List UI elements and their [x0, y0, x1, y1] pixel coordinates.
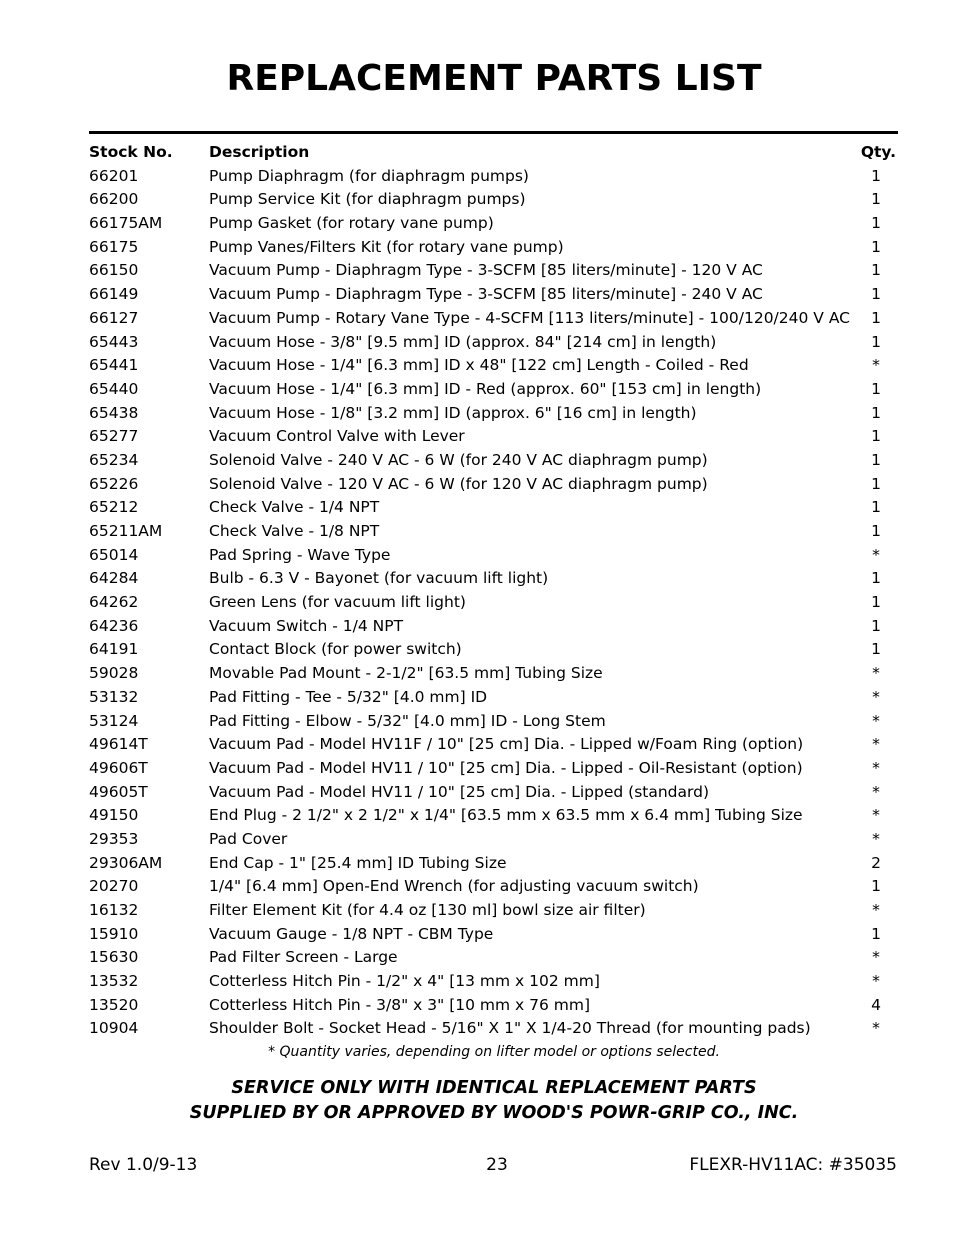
stock-no-cell: 49605T: [89, 782, 148, 801]
description-cell: End Cap - 1" [25.4 mm] ID Tubing Size: [209, 853, 507, 872]
table-row: [89, 733, 898, 757]
table-row: [89, 331, 898, 355]
qty-cell: 1: [871, 379, 881, 398]
table-row: [89, 354, 898, 378]
description-cell: Vacuum Pad - Model HV11 / 10" [25 cm] Dia. - Lipped - Oil-Resistant (option): [209, 758, 803, 777]
table-row: [89, 567, 898, 591]
stock-no-cell: 66175: [89, 237, 139, 256]
stock-no-cell: 20270: [89, 877, 139, 896]
qty-cell: 1: [871, 640, 881, 659]
stock-no-cell: 66175AM: [89, 214, 163, 233]
description-cell: Pad Cover: [209, 829, 288, 848]
table-row: [89, 402, 898, 426]
table-row: [89, 899, 898, 923]
stock-no-cell: 66150: [89, 261, 139, 280]
table-row: [89, 544, 898, 568]
header-description: Description: [209, 143, 310, 161]
table-row: [89, 923, 898, 947]
description-cell: Cotterless Hitch Pin - 3/8" x 3" [10 mm x 76 mm]: [209, 995, 591, 1014]
description-cell: Pad Filter Screen - Large: [209, 948, 398, 967]
qty-cell: 1: [871, 569, 881, 588]
description-cell: Pad Fitting - Elbow - 5/32" [4.0 mm] ID - Long Stem: [209, 711, 606, 730]
stock-no-cell: 49614T: [89, 735, 148, 754]
table-body: [89, 165, 898, 1041]
table-row: [89, 307, 898, 331]
description-cell: Pump Vanes/Filters Kit (for rotary vane pump): [209, 237, 564, 256]
table-row: [89, 259, 898, 283]
qty-cell: *: [872, 735, 880, 754]
qty-cell: 1: [871, 427, 881, 446]
service-notice-line-2: SUPPLIED BY OR APPROVED BY WOOD'S POWR-GRIP CO., INC.: [189, 1103, 799, 1123]
stock-no-cell: 65211AM: [89, 522, 163, 540]
description-cell: Check Valve - 1/4 NPT: [209, 498, 380, 517]
table-row: [89, 804, 898, 828]
qty-cell: *: [872, 901, 880, 919]
stock-no-cell: 10904: [89, 1019, 139, 1038]
stock-no-cell: 65443: [89, 332, 139, 351]
table-row: [89, 283, 898, 307]
qty-cell: 4: [871, 995, 881, 1014]
stock-no-cell: 49150: [89, 806, 139, 825]
service-notice-line-1: SERVICE ONLY WITH IDENTICAL REPLACEMENT PARTS: [231, 1078, 757, 1098]
qty-cell: 1: [871, 522, 881, 540]
qty-cell: *: [872, 806, 880, 825]
qty-cell: 1: [871, 474, 881, 493]
description-cell: Cotterless Hitch Pin - 1/2" x 4" [13 mm x 102 mm]: [209, 972, 600, 991]
header-stock-no: Stock No.: [89, 143, 173, 161]
description-cell: Vacuum Switch - 1/4 NPT: [209, 616, 404, 635]
stock-no-cell: 64284: [89, 569, 139, 588]
table-row: [89, 165, 898, 189]
description-cell: Vacuum Pad - Model HV11 / 10" [25 cm] Dia. - Lipped (standard): [209, 782, 710, 801]
description-cell: Movable Pad Mount - 2-1/2" [63.5 mm] Tubing Size: [209, 664, 603, 683]
stock-no-cell: 64191: [89, 640, 139, 659]
qty-cell: 1: [871, 285, 881, 304]
table-row: [89, 828, 898, 852]
description-cell: 1/4" [6.4 mm] Open-End Wrench (for adjusting vacuum switch): [209, 877, 699, 896]
qty-cell: 1: [871, 190, 881, 209]
description-cell: Pump Diaphragm (for diaphragm pumps): [209, 166, 529, 185]
stock-no-cell: 64262: [89, 593, 139, 612]
stock-no-cell: 29306AM: [89, 853, 163, 872]
qty-cell: 1: [871, 924, 881, 943]
description-cell: Pump Service Kit (for diaphragm pumps): [209, 190, 526, 209]
qty-cell: *: [872, 829, 880, 848]
description-cell: Vacuum Hose - 1/4" [6.3 mm] ID - Red (approx. 60" [153 cm] in length): [209, 379, 762, 398]
stock-no-cell: 59028: [89, 664, 139, 683]
description-cell: Solenoid Valve - 240 V AC - 6 W (for 240 V AC diaphragm pump): [209, 450, 708, 469]
quantity-footnote: * Quantity varies, depending on lifter model or options selected.: [268, 1044, 720, 1060]
stock-no-cell: 16132: [89, 901, 139, 919]
description-cell: Contact Block (for power switch): [209, 640, 462, 659]
stock-no-cell: 65226: [89, 474, 139, 493]
stock-no-cell: 65212: [89, 498, 139, 517]
qty-cell: 1: [871, 214, 881, 233]
stock-no-cell: 64236: [89, 616, 139, 635]
qty-cell: 1: [871, 616, 881, 635]
qty-cell: 1: [871, 498, 881, 517]
qty-cell: 1: [871, 450, 881, 469]
description-cell: Bulb - 6.3 V - Bayonet (for vacuum lift light): [209, 569, 549, 588]
description-cell: Shoulder Bolt - Socket Head - 5/16" X 1" X 1/4-20 Thread (for mounting pads): [209, 1019, 811, 1038]
table-row: [89, 662, 898, 686]
table-row: [89, 473, 898, 497]
qty-cell: *: [872, 1019, 880, 1038]
description-cell: Vacuum Hose - 1/8" [3.2 mm] ID (approx. 6" [16 cm] in length): [209, 403, 697, 422]
qty-cell: *: [872, 948, 880, 967]
qty-cell: 2: [871, 853, 881, 872]
description-cell: Vacuum Control Valve with Lever: [209, 427, 465, 446]
table-row: [89, 970, 898, 994]
table-row: [89, 875, 898, 899]
table-row: [89, 425, 898, 449]
stock-no-cell: 15910: [89, 924, 139, 943]
qty-cell: 1: [871, 261, 881, 280]
stock-no-cell: 65234: [89, 450, 139, 469]
table-row: [89, 496, 898, 520]
page-title: REPLACEMENT PARTS LIST: [226, 58, 762, 99]
qty-cell: *: [872, 711, 880, 730]
description-cell: Pad Fitting - Tee - 5/32" [4.0 mm] ID: [209, 687, 488, 706]
qty-cell: 1: [871, 332, 881, 351]
description-cell: Vacuum Pump - Diaphragm Type - 3-SCFM [85 liters/minute] - 120 V AC: [209, 261, 763, 280]
table-row: [89, 378, 898, 402]
qty-cell: 1: [871, 593, 881, 612]
footer-page-number: 23: [486, 1155, 508, 1175]
title-rule: [89, 131, 898, 134]
stock-no-cell: 29353: [89, 829, 139, 848]
table-row: [89, 591, 898, 615]
stock-no-cell: 66149: [89, 285, 139, 304]
description-cell: Vacuum Hose - 1/4" [6.3 mm] ID x 48" [122 cm] Length - Coiled - Red: [209, 356, 749, 375]
table-row: [89, 781, 898, 805]
header-qty: Qty.: [860, 143, 896, 161]
description-cell: Pad Spring - Wave Type: [209, 545, 391, 564]
description-cell: Vacuum Pump - Diaphragm Type - 3-SCFM [85 liters/minute] - 240 V AC: [209, 285, 763, 304]
stock-no-cell: 65441: [89, 356, 139, 375]
parts-table: [89, 141, 898, 1041]
table-row: [89, 994, 898, 1018]
stock-no-cell: 53132: [89, 687, 139, 706]
stock-no-cell: 49606T: [89, 758, 148, 777]
stock-no-cell: 13520: [89, 995, 139, 1014]
description-cell: Pump Gasket (for rotary vane pump): [209, 214, 494, 233]
description-cell: Filter Element Kit (for 4.4 oz [130 ml] bowl size air filter): [209, 901, 646, 919]
qty-cell: *: [872, 758, 880, 777]
qty-cell: *: [872, 664, 880, 683]
table-row: [89, 212, 898, 236]
table-row: [89, 188, 898, 212]
qty-cell: *: [872, 356, 880, 375]
stock-no-cell: 65438: [89, 403, 139, 422]
description-cell: Green Lens (for vacuum lift light): [209, 593, 466, 612]
table-row: [89, 520, 898, 544]
description-cell: Vacuum Pad - Model HV11F / 10" [25 cm] Dia. - Lipped w/Foam Ring (option): [209, 735, 804, 754]
qty-cell: 1: [871, 403, 881, 422]
description-cell: Solenoid Valve - 120 V AC - 6 W (for 120 V AC diaphragm pump): [209, 474, 708, 493]
description-cell: Check Valve - 1/8 NPT: [209, 522, 380, 540]
table-row: [89, 757, 898, 781]
table-row: [89, 852, 898, 876]
qty-cell: 1: [871, 237, 881, 256]
table-header: [89, 141, 898, 165]
qty-cell: *: [872, 782, 880, 801]
stock-no-cell: 15630: [89, 948, 139, 967]
description-cell: Vacuum Gauge - 1/8 NPT - CBM Type: [209, 924, 494, 943]
table-row: [89, 1017, 898, 1041]
stock-no-cell: 66127: [89, 308, 139, 327]
stock-no-cell: 53124: [89, 711, 139, 730]
footer-revision: Rev 1.0/9-13: [89, 1155, 198, 1175]
table-row: [89, 686, 898, 710]
qty-cell: *: [872, 545, 880, 564]
qty-cell: *: [872, 972, 880, 991]
table-row: [89, 615, 898, 639]
description-cell: End Plug - 2 1/2" x 2 1/2" x 1/4" [63.5 mm x 63.5 mm x 6.4 mm] Tubing Size: [209, 806, 803, 825]
stock-no-cell: 65277: [89, 427, 139, 446]
table-row: [89, 710, 898, 734]
description-cell: Vacuum Pump - Rotary Vane Type - 4-SCFM [113 liters/minute] - 100/120/240 V AC: [209, 308, 850, 327]
qty-cell: *: [872, 687, 880, 706]
stock-no-cell: 66201: [89, 166, 139, 185]
qty-cell: 1: [871, 308, 881, 327]
stock-no-cell: 13532: [89, 972, 139, 991]
description-cell: Vacuum Hose - 3/8" [9.5 mm] ID (approx. 84" [214 cm] in length): [209, 332, 717, 351]
stock-no-cell: 65440: [89, 379, 139, 398]
table-row: [89, 236, 898, 260]
qty-cell: 1: [871, 877, 881, 896]
stock-no-cell: 65014: [89, 545, 139, 564]
table-row: [89, 638, 898, 662]
table-row: [89, 449, 898, 473]
qty-cell: 1: [871, 166, 881, 185]
stock-no-cell: 66200: [89, 190, 139, 209]
footer-document-id: FLEXR-HV11AC: #35035: [689, 1155, 897, 1175]
table-row: [89, 946, 898, 970]
